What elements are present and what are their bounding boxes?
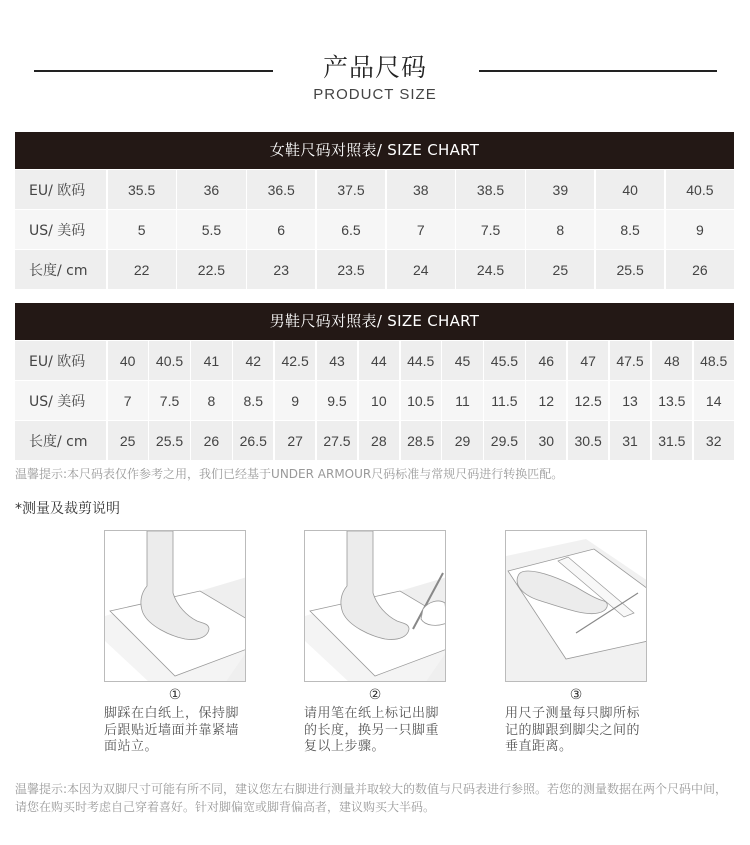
measurement-tip-note: 温馨提示:本因为双脚尺寸可能有所不同，建议您左右脚进行测量并取较大的数值与尺码表进行参照。若您的测量数据在两个尺码中间，请您在购买时考虑自己穿着喜好。针对脚偏宽或脚背偏高者，建议购买大半码。 bbox=[15, 782, 728, 814]
table-row-eu bbox=[15, 341, 734, 380]
table-cell: 6 bbox=[247, 210, 315, 249]
table-cell: 7 bbox=[387, 210, 455, 249]
table-cell: 42 bbox=[233, 341, 273, 380]
table-cell: 11 bbox=[442, 381, 482, 420]
table-row-us bbox=[15, 210, 734, 249]
table-cell: 44.5 bbox=[401, 341, 441, 380]
step-number: ① bbox=[168, 687, 182, 703]
table-cell: 47.5 bbox=[610, 341, 650, 380]
table-cell: 24.5 bbox=[456, 250, 524, 289]
table-cell: 9.5 bbox=[317, 381, 357, 420]
row-label: US/ 美码 bbox=[15, 381, 106, 420]
foot-on-paper-illustration bbox=[104, 530, 246, 682]
table-cell: 12.5 bbox=[568, 381, 608, 420]
men-size-table bbox=[15, 303, 734, 460]
foot-on-paper-icon bbox=[105, 531, 246, 682]
table-cell: 11.5 bbox=[484, 381, 524, 420]
table-cell: 45.5 bbox=[484, 341, 524, 380]
table-cell: 29 bbox=[442, 421, 482, 460]
pen-marking-illustration bbox=[304, 530, 446, 682]
table-cell: 7 bbox=[108, 381, 148, 420]
ruler-measuring-icon bbox=[506, 531, 647, 682]
table-cell: 38.5 bbox=[456, 170, 524, 209]
table-cell: 12 bbox=[526, 381, 566, 420]
page-subtitle: PRODUCT SIZE bbox=[313, 86, 437, 103]
table-cell: 13 bbox=[610, 381, 650, 420]
step-number: ② bbox=[368, 687, 382, 703]
table-cell: 8.5 bbox=[233, 381, 273, 420]
table-cell: 26 bbox=[666, 250, 734, 289]
table-cell: 8 bbox=[526, 210, 594, 249]
table-cell: 40.5 bbox=[666, 170, 734, 209]
table-cell: 6.5 bbox=[317, 210, 385, 249]
row-label: US/ 美码 bbox=[15, 210, 106, 249]
table-cell: 27 bbox=[275, 421, 315, 460]
ruler-measure-illustration bbox=[505, 530, 647, 682]
table-cell: 40 bbox=[596, 170, 664, 209]
measure-step-3 bbox=[505, 530, 647, 756]
table-cell: 26 bbox=[191, 421, 231, 460]
table-cell: 7.5 bbox=[456, 210, 524, 249]
table-cell: 31.5 bbox=[652, 421, 692, 460]
table-header: 男鞋尺码对照表/ SIZE CHART bbox=[15, 303, 734, 340]
pen-marking-foot-icon bbox=[305, 531, 446, 682]
table-cell: 46 bbox=[526, 341, 566, 380]
table-cell: 30 bbox=[526, 421, 566, 460]
table-row-us bbox=[15, 381, 734, 420]
table-cell: 37.5 bbox=[317, 170, 385, 209]
table-cell: 47 bbox=[568, 341, 608, 380]
table-cell: 8.5 bbox=[596, 210, 664, 249]
size-chart-note: 温馨提示:本尺码表仅作参考之用，我们已经基于UNDER ARMOUR尺码标准与常规尺码进行转换匹配。 bbox=[15, 467, 564, 481]
row-label: EU/ 欧码 bbox=[15, 341, 106, 380]
table-cell: 25.5 bbox=[149, 421, 189, 460]
step-description: 请用笔在纸上标记出脚的长度，换另一只脚重复以上步骤。 bbox=[304, 706, 440, 754]
table-cell: 27.5 bbox=[317, 421, 357, 460]
table-cell: 41 bbox=[191, 341, 231, 380]
table-cell: 48 bbox=[652, 341, 692, 380]
table-cell: 25 bbox=[526, 250, 594, 289]
row-label: 长度/ cm bbox=[15, 421, 106, 460]
table-cell: 23 bbox=[247, 250, 315, 289]
table-cell: 28.5 bbox=[401, 421, 441, 460]
table-cell: 8 bbox=[191, 381, 231, 420]
table-cell: 40 bbox=[108, 341, 148, 380]
table-cell: 32 bbox=[694, 421, 734, 460]
table-header: 女鞋尺码对照表/ SIZE CHART bbox=[15, 132, 734, 169]
table-cell: 36 bbox=[177, 170, 245, 209]
table-row-length bbox=[15, 250, 734, 289]
table-cell: 5.5 bbox=[177, 210, 245, 249]
table-cell: 22 bbox=[108, 250, 176, 289]
measure-step-1 bbox=[104, 530, 246, 756]
page-title: 产品尺码 bbox=[322, 53, 427, 82]
table-cell: 30.5 bbox=[568, 421, 608, 460]
table-cell: 29.5 bbox=[484, 421, 524, 460]
table-cell: 25 bbox=[108, 421, 148, 460]
step-description: 用尺子测量每只脚所标记的脚跟到脚尖之间的垂直距离。 bbox=[505, 706, 641, 754]
step-description: 脚踩在白纸上，保持脚后跟贴近墙面并靠紧墙面站立。 bbox=[104, 706, 240, 754]
table-cell: 26.5 bbox=[233, 421, 273, 460]
table-cell: 5 bbox=[108, 210, 176, 249]
table-cell: 10 bbox=[359, 381, 399, 420]
table-cell: 9 bbox=[666, 210, 734, 249]
table-cell: 23.5 bbox=[317, 250, 385, 289]
table-row-eu bbox=[15, 170, 734, 209]
measure-step-2 bbox=[304, 530, 446, 756]
table-cell: 42.5 bbox=[275, 341, 315, 380]
table-cell: 31 bbox=[610, 421, 650, 460]
table-cell: 45 bbox=[442, 341, 482, 380]
table-cell: 35.5 bbox=[108, 170, 176, 209]
table-cell: 13.5 bbox=[652, 381, 692, 420]
table-cell: 9 bbox=[275, 381, 315, 420]
table-cell: 14 bbox=[694, 381, 734, 420]
table-cell: 25.5 bbox=[596, 250, 664, 289]
table-row-length bbox=[15, 421, 734, 460]
table-cell: 36.5 bbox=[247, 170, 315, 209]
table-cell: 28 bbox=[359, 421, 399, 460]
table-cell: 43 bbox=[317, 341, 357, 380]
measure-heading: *测量及裁剪说明 bbox=[15, 501, 120, 517]
table-cell: 24 bbox=[387, 250, 455, 289]
title-divider-right bbox=[479, 70, 717, 72]
table-cell: 40.5 bbox=[149, 341, 189, 380]
table-cell: 44 bbox=[359, 341, 399, 380]
table-cell: 22.5 bbox=[177, 250, 245, 289]
women-size-table bbox=[15, 132, 734, 289]
table-cell: 10.5 bbox=[401, 381, 441, 420]
page-title-block bbox=[0, 0, 750, 120]
table-cell: 7.5 bbox=[149, 381, 189, 420]
row-label: EU/ 欧码 bbox=[15, 170, 106, 209]
table-cell: 48.5 bbox=[694, 341, 734, 380]
step-number: ③ bbox=[569, 687, 583, 703]
table-cell: 39 bbox=[526, 170, 594, 209]
row-label: 长度/ cm bbox=[15, 250, 106, 289]
table-cell: 38 bbox=[387, 170, 455, 209]
